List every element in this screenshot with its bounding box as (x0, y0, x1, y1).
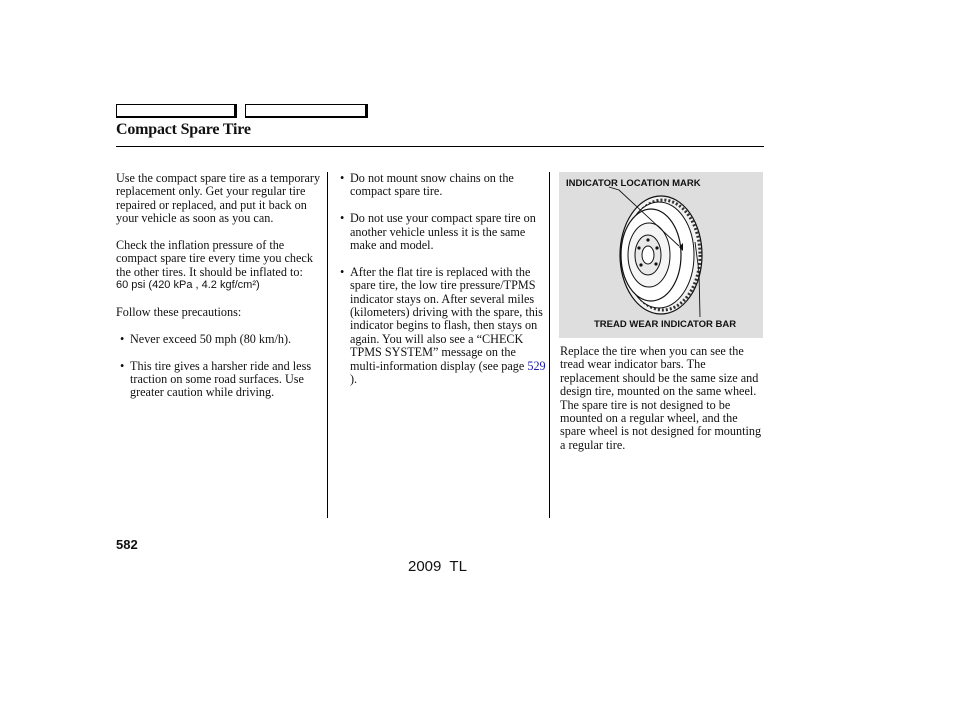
list-item-text: Never exceed 50 mph (80 km/h). (130, 331, 292, 346)
model-footer: 2009 TL (408, 558, 467, 575)
text-column-2 (340, 172, 546, 400)
paragraph: Use the compact spare tire as a temporary replacement only. Get your regular tire repaired or replaced, and put it back on your vehicle as soon as you can. (116, 171, 321, 226)
bullet-dot: • (120, 331, 125, 346)
list-item-text: Do not use your compact spare tire on another vehicle unless it is the same make and model. (350, 211, 536, 253)
text-column-1 (116, 172, 324, 413)
text-column-3 (560, 345, 763, 466)
tire-icon (559, 172, 763, 338)
list-item (120, 360, 324, 400)
list-item-text: After the flat tire is replaced with the spare tire, the low tire pressure/TPMS indicator stays on. After several miles (kilometers) driving with the spare, this indicator begins to flash, then stays on again. You will also see a “CHECK TPMS SYSTEM” message on the multi-information display (see page (350, 264, 543, 373)
tire-illustration (559, 172, 763, 338)
tread-wear-label: TREAD WEAR INDICATOR BAR (594, 319, 737, 330)
header-tab-box (116, 104, 237, 118)
page-number: 582 (116, 537, 138, 552)
title-rule (116, 146, 764, 147)
list-item (340, 172, 546, 199)
paragraph: Check the inflation pressure of the compact spare tire every time you check the other tires. It should be inflated to: (116, 238, 313, 279)
bullet-dot: • (340, 264, 345, 279)
header-tab-box (245, 104, 368, 118)
list-item-text: Do not mount snow chains on the compact spare tire. (350, 171, 514, 199)
list-item-text: This tire gives a harsher ride and less traction on some road surfaces. Use greater caution while driving. (130, 358, 312, 400)
list-item (120, 333, 324, 346)
list-item-text-end: ). (350, 372, 358, 387)
bullet-dot: • (340, 211, 345, 226)
column-divider (327, 172, 328, 518)
column-divider (549, 172, 550, 518)
list-item (340, 212, 546, 252)
bullet-dot: • (120, 358, 125, 373)
paragraph: Follow these precautions: (116, 305, 242, 320)
bullet-dot: • (340, 171, 345, 185)
list-item (340, 266, 546, 387)
page-title: Compact Spare Tire (116, 121, 251, 138)
indicator-location-label: INDICATOR LOCATION MARK (566, 178, 701, 189)
paragraph: Replace the tire when you can see the tread wear indicator bars. The replacement should be the same size and design tire, mounted on the same wheel. The spare tire is not designed to be mounted on a regular wheel, and the spare wheel is not designed for mounting a regular tire. (560, 344, 762, 452)
inflation-pressure: 60 psi (420 kPa , 4.2 kgf/cm²) (116, 279, 260, 292)
page-reference-link[interactable]: 529 (527, 358, 546, 373)
